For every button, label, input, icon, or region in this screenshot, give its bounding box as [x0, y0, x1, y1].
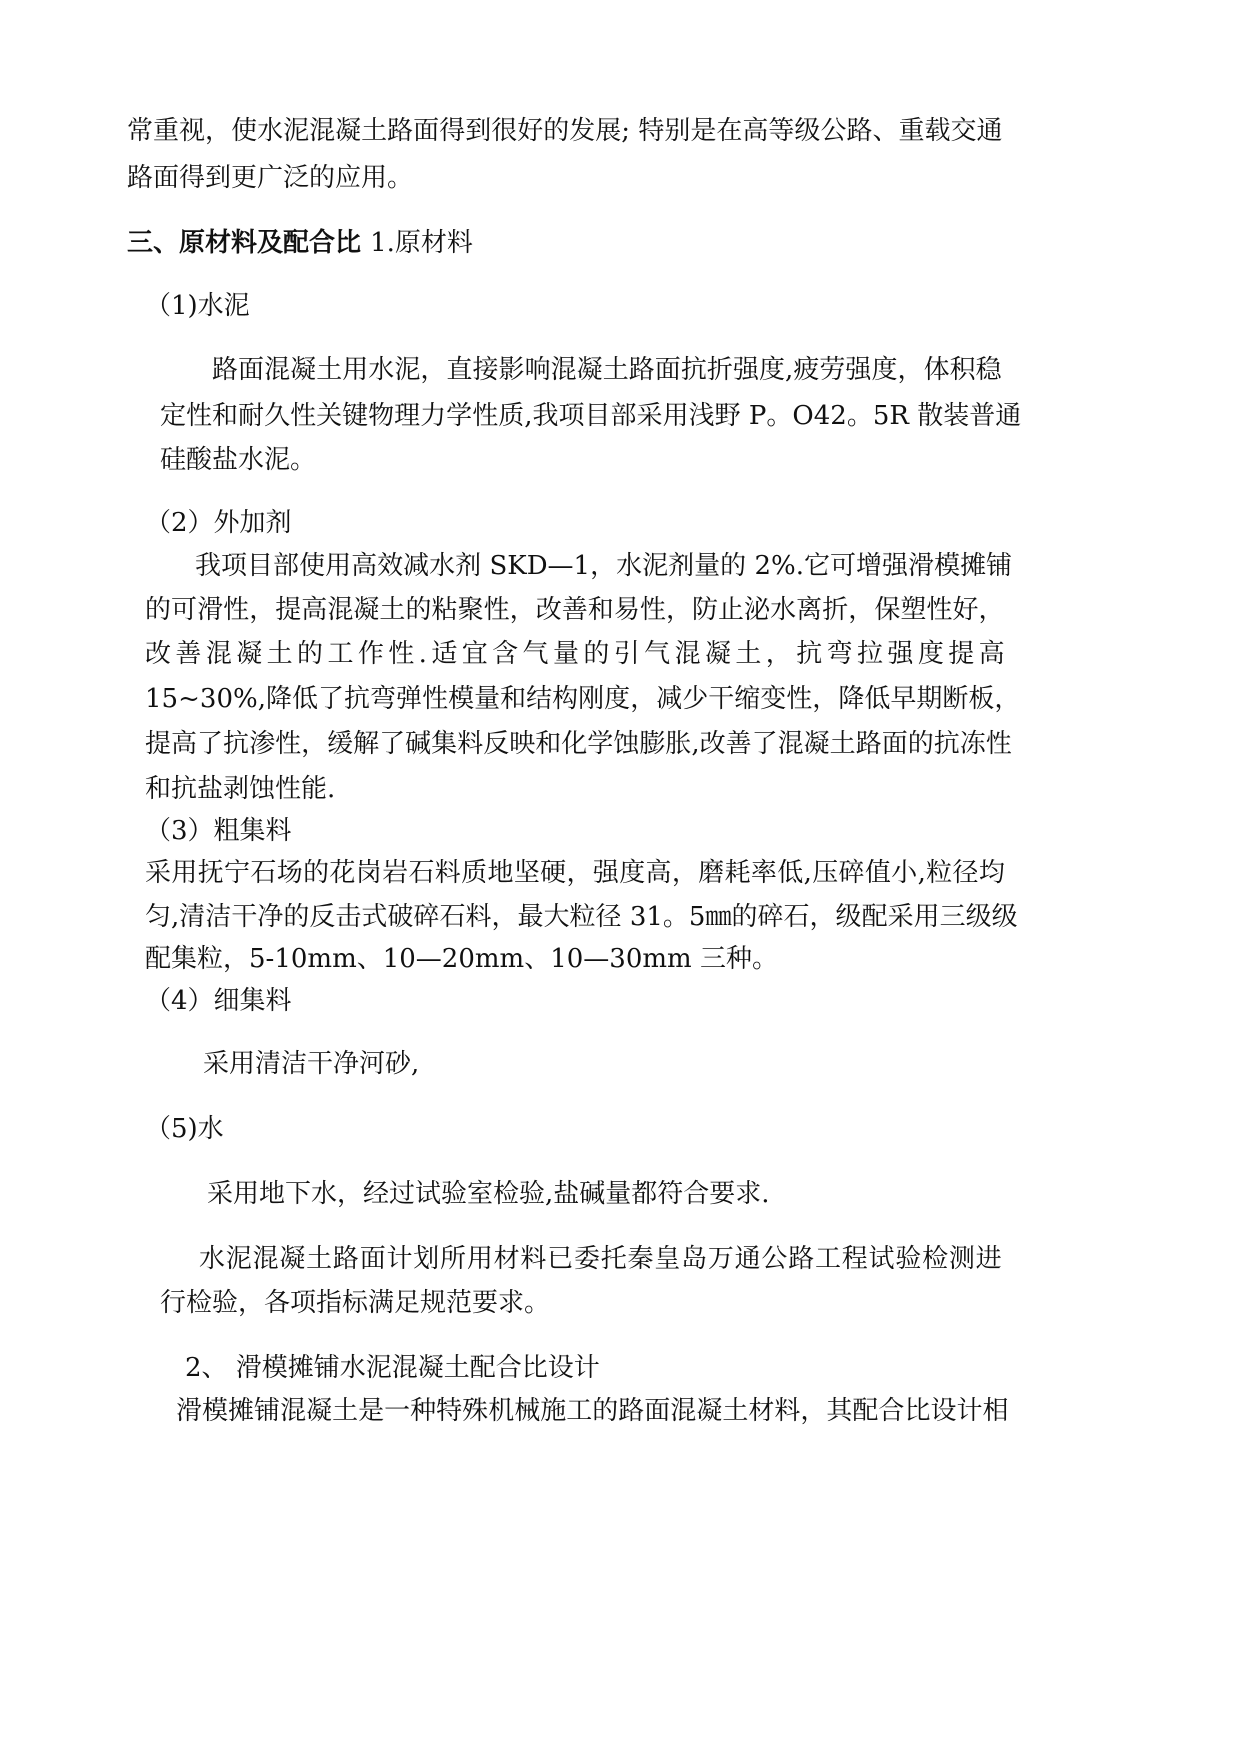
admixture-line: 1 5 ~ 3 0 % , 降 低 了 抗 弯 弹 性 模 量 和 结 构 刚 度 ， 减 少 干 缩 变 性 ， 降 低 早 期 断 板 ，	[145, 684, 1021, 714]
cement-line: 路 面 混 凝 土 用 水 泥 ， 直 接 影 响 混 凝 土 路 面 抗 折 强 度 , 疲 劳 强 度 ， 体 积 稳	[212, 355, 1002, 385]
cement-line: 定 性 和 耐 久 性 关 键 物 理 力 学 性 质 , 我 项 目 部 采 用 浅 野 P 。 O 4 2 。 5 R 散 装 普 通	[160, 401, 1022, 431]
coarse-line: 匀 , 清 洁 干 净 的 反 击 式 破 碎 石 料 ， 最 大 粒 径 3 1 。 5 ㎜ 的 碎 石 ， 级 配 采 用 三 级 级	[145, 902, 1018, 932]
coarse-title: （3）粗集料	[145, 816, 292, 846]
admixture-line: 我 项 目 部 使 用 高 效 减 水 剂 S K D — 1 ， 水 泥 剂 量 的 2 % . 它 可 增 强 滑 模 摊 铺	[195, 551, 1013, 581]
cement-title: （1)水泥	[145, 291, 250, 321]
fine-text: 采用清洁干净河砂,	[203, 1049, 420, 1079]
admixture-line: 提 高 了 抗 渗 性 ， 缓 解 了 碱 集 料 反 映 和 化 学 蚀 膨 胀 , 改 善 了 混 凝 土 路 面 的 抗 冻 性	[145, 729, 1012, 759]
section2-text: 滑 模 摊 铺 混 凝 土 是 一 种 特 殊 机 械 施 工 的 路 面 混 凝 土 材 料 ， 其 配 合 比 设 计 相	[176, 1396, 1009, 1426]
admixture-title: （2）外加剂	[145, 508, 292, 538]
test-line: 行检验，各项指标满足规范要求。	[160, 1288, 551, 1318]
coarse-line: 配集粒，5-10mm、10—20mm、10—30mm 三种。	[145, 944, 778, 974]
paragraph-line: 路面得到更广泛的应用。	[127, 163, 414, 193]
section-heading-sub: 1.原材料	[370, 228, 473, 258]
water-title: （5)水	[145, 1114, 224, 1144]
section2-title: 2、 滑模摊铺水泥混凝土配合比设计	[185, 1353, 600, 1383]
coarse-line: 采 用 抚 宁 石 场 的 花 岗 岩 石 料 质 地 坚 硬 ， 强 度 高 ， 磨 耗 率 低 , 压 碎 值 小 , 粒 径 均	[145, 858, 1005, 888]
section-heading	[127, 230, 473, 256]
test-line: 水 泥 混 凝 土 路 面 计 划 所 用 材 料 已 委 托 秦 皇 岛 万 通 公 路 工 程 试 验 检 测 进	[199, 1244, 1002, 1274]
admixture-line: 改 善 混 凝 土 的 工 作 性 . 适 宜 含 气 量 的 引 气 混 凝 土 ， 抗 弯 拉 强 度 提 高	[145, 639, 1005, 669]
section-heading-main: 三、原材料及配合比	[127, 228, 371, 258]
cement-line: 硅酸盐水泥。	[160, 445, 317, 475]
paragraph-line: 常 重 视 ， 使 水 泥 混 凝 土 路 面 得 到 很 好 的 发 展 ; 特 别 是 在 高 等 级 公 路 、 重 载 交 通	[127, 116, 1003, 146]
water-text: 采用地下水，经过试验室检验,盐碱量都符合要求.	[207, 1179, 770, 1209]
admixture-line: 和抗盐剥蚀性能.	[145, 774, 336, 804]
admixture-line: 的 可 滑 性 ， 提 高 混 凝 土 的 粘 聚 性 ， 改 善 和 易 性 ， 防 止 泌 水 离 折 ， 保 塑 性 好 ，	[145, 595, 1005, 625]
fine-title: （4）细集料	[145, 986, 292, 1016]
